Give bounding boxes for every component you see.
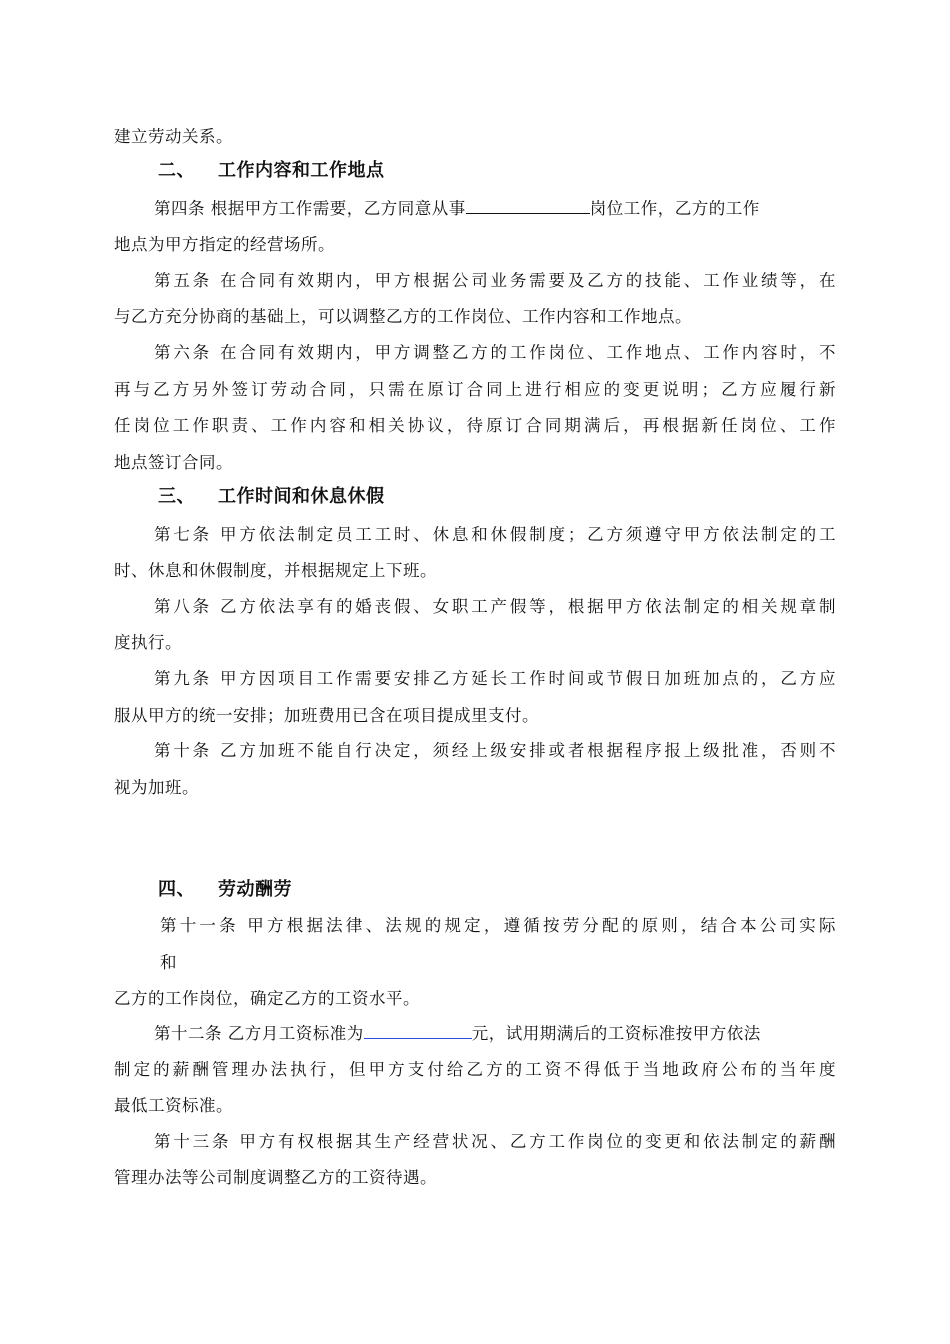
article-5-line-1: 第五条 在合同有效期内，甲方根据公司业务需要及乙方的技能、工作业绩等，在 [154, 271, 836, 290]
article-4-text-b: 岗位工作，乙方的工作 [589, 199, 760, 218]
article-7-line-2: 时、休息和休假制度，并根据规定上下班。 [114, 561, 437, 580]
section-number: 三、 [158, 486, 195, 507]
article-13-line-1: 第十三条 甲方有权根据其生产经营状况、乙方工作岗位的变更和依法制定的薪酬 [154, 1132, 836, 1151]
paragraph-continuation: 建立劳动关系。 [114, 127, 233, 146]
monthly-salary-blank-field[interactable] [364, 1022, 472, 1039]
article-6-line-1: 第六条 在合同有效期内，甲方调整乙方的工作岗位、工作地点、工作内容时，不 [154, 343, 836, 362]
article-13-line-2: 管理办法等公司制度调整乙方的工资待遇。 [114, 1168, 437, 1187]
article-12-text-a: 第十二条 乙方月工资标准为 [154, 1024, 364, 1043]
article-6-line-3: 任岗位工作职责、工作内容和相关协议，待原订合同期满后，再根据新任岗位、工作 [114, 416, 836, 435]
article-8-line-2: 度执行。 [114, 633, 182, 652]
article-8-line-1: 第八条 乙方依法享有的婚丧假、女职工产假等，根据甲方依法制定的相关规章制 [154, 597, 836, 616]
article-6-line-4: 地点签订合同。 [114, 453, 233, 472]
article-6-line-2: 再与乙方另外签订劳动合同，只需在原订合同上进行相应的变更说明；乙方应履行新 [114, 380, 836, 399]
section-number: 四、 [158, 879, 195, 900]
section-title: 工作时间和休息休假 [218, 486, 385, 507]
position-blank-field[interactable] [466, 197, 590, 214]
article-9-line-2: 服从甲方的统一安排；加班费用已含在项目提成里支付。 [114, 706, 539, 725]
article-5-line-2: 与乙方充分协商的基础上，可以调整乙方的工作岗位、工作内容和工作地点。 [114, 307, 692, 326]
article-10-line-1: 第十条 乙方加班不能自行决定，须经上级安排或者根据程序报上级批准，否则不 [154, 741, 836, 760]
section-title: 工作内容和工作地点 [218, 160, 385, 181]
article-10-line-2: 视为加班。 [114, 778, 199, 797]
article-11-line-1: 第十一条 甲方根据法律、法规的规定，遵循按劳分配的原则，结合本公司实际 [160, 916, 836, 935]
section-heading-2 [158, 160, 385, 182]
article-4-text-a: 第四条 根据甲方工作需要，乙方同意从事 [154, 199, 466, 218]
article-12-text-b: 元，试用期满后的工资标准按甲方依法 [471, 1024, 761, 1043]
article-12-line-3: 最低工资标准。 [114, 1096, 233, 1115]
article-11-line-3: 乙方的工作岗位，确定乙方的工资水平。 [114, 989, 420, 1008]
article-12-line-1 [154, 1022, 761, 1045]
section-heading-4 [158, 879, 292, 901]
article-12-line-2: 制定的薪酬管理办法执行，但甲方支付给乙方的工资不得低于当地政府公布的当年度 [114, 1060, 836, 1079]
section-title: 劳动酬劳 [218, 879, 292, 900]
section-number: 二、 [158, 160, 195, 181]
article-11-line-2: 和 [160, 953, 177, 972]
article-9-line-1: 第九条 甲方因项目工作需要安排乙方延长工作时间或节假日加班加点的，乙方应 [154, 669, 836, 688]
article-4-line-2: 地点为甲方指定的经营场所。 [114, 235, 335, 254]
article-4-line-1 [154, 197, 760, 220]
article-7-line-1: 第七条 甲方依法制定员工工时、休息和休假制度；乙方须遵守甲方依法制定的工 [154, 525, 836, 544]
section-heading-3 [158, 486, 385, 508]
